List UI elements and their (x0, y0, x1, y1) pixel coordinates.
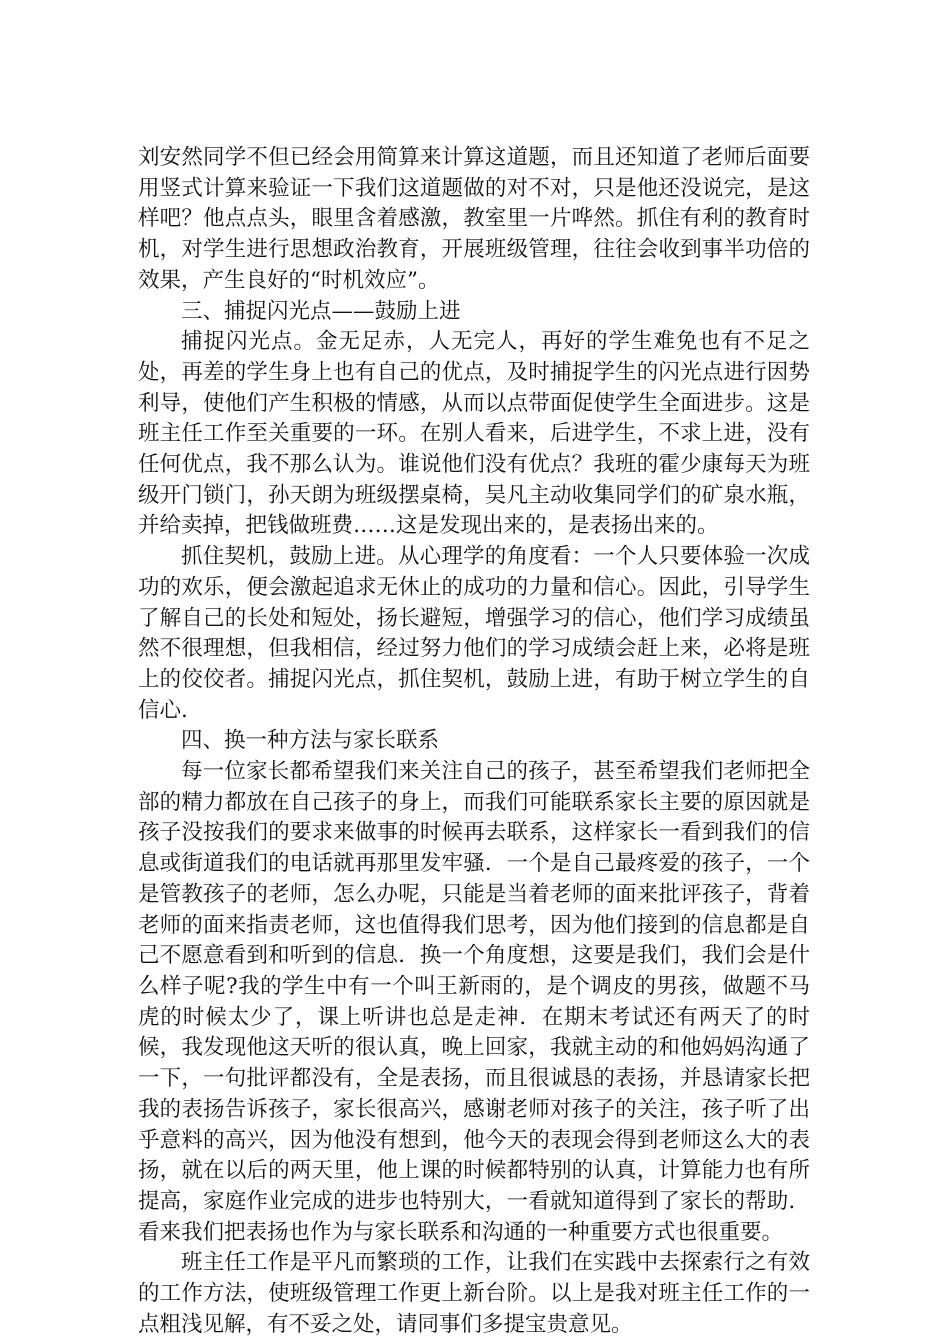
paragraph: 抓住契机，鼓励上进。从心理学的角度看：一个人只要体验一次成功的欢乐，便会激起追求无休止的成功的力量和信心。因此，引导学生了解自己的长处和短处，扬长避短，增强学习的信心，他们学习成绩虽然不很理想，但我相信，经过努力他们的学习成绩会赶上来，必将是班上的佼佼者。捕捉闪光点，抓住契机，鼓励上进，有助于树立学生的自信心. (138, 544, 810, 723)
section-heading-4: 四、换一种方法与家长联系 (181, 728, 440, 754)
paragraph-conclusion: 班主任工作是平凡而繁琐的工作，让我们在实践中去探索行之有效的工作方法，使班级管理工作更上新台阶。以上是我对班主任工作的一点粗浅见解，有不妥之处，请同事们多提宝贵意见。 (138, 1250, 810, 1337)
document-body (138, 143, 810, 1340)
section-heading-3: 三、捕捉闪光点——鼓励上进 (181, 298, 461, 324)
paragraph-continued: 刘安然同学不但已经会用简算来计算这道题，而且还知道了老师后面要用竖式计算来验证一下我们这道题做的对不对，只是他还没说完，是这样吧？他点点头，眼里含着感激，教室里一片哗然。抓住有利的教育时机，对学生进行思想政治教育，开展班级管理，往往会收到事半功倍的效果，产生良好的“时机效应”。 (138, 145, 810, 293)
paragraph: 每一位家长都希望我们来关注自己的孩子，甚至希望我们老师把全部的精力都放在自己孩子的身上，而我们可能联系家长主要的原因就是孩子没按我们的要求来做事的时候再去联系，这样家长一看到我们的信息或街道我们的电话就再那里发牢骚．一个是自己最疼爱的孩子，一个是管教孩子的老师，怎么办呢，只能是当着老师的面来批评孩子，背着老师的面来指责老师，这也值得我们思考，因为他们接到的信息都是自己不愿意看到和听到的信息．换一个角度想，这要是我们，我们会是什么样子呢?我的学生中有一个叫王新雨的，是个调皮的男孩，做题不马虎的时候太少了，课上听讲也总是走神．在期末考试还有两天了的时候，我发现他这天听的很认真，晚上回家，我就主动的和他妈妈沟通了一下，一句批评都没有，全是表扬，而且很诚恳的表扬，并恳请家长把我的表扬告诉孩子，家长很高兴，感谢老师对孩子的关注，孩子听了出乎意料的高兴，因为他没有想到，他今天的表现会得到老师这么大的表扬，就在以后的两天里，他上课的时候都特别的认真，计算能力也有所提高，家庭作业完成的进步也特别大，一看就知道得到了家长的帮助．看来我们把表扬也作为与家长联系和沟通的一种重要方式也很重要。 (138, 759, 810, 1245)
paragraph: 捕捉闪光点。金无足赤，人无完人，再好的学生难免也有不足之处，再差的学生身上也有自己的优点，及时捕捉学生的闪光点进行因势利导，使他们产生积极的情感，从而以点带面促使学生全面进步。这是班主任工作至关重要的一环。在别人看来，后进学生，不求上进，没有任何优点，我不那么认为。谁说他们没有优点？我班的霍少康每天为班级开门锁门，孙天朗为班级摆桌椅，吴凡主动收集同学们的矿泉水瓶，并给卖掉，把钱做班费……这是发现出来的，是表扬出来的。 (138, 329, 810, 539)
